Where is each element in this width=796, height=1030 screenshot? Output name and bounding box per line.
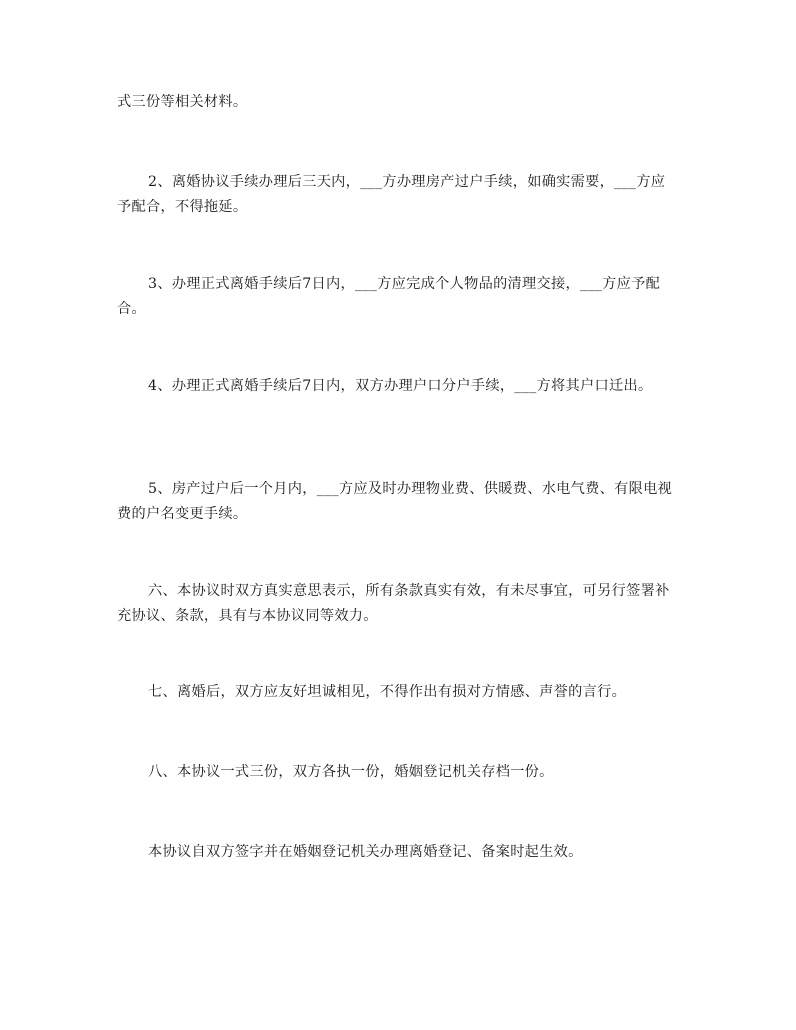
paragraph-effective-clause: 本协议自双方签字并在婚姻登记机关办理离婚登记、备案时起生效。 — [148, 844, 583, 860]
paragraph-clause-5: 5、房产过户后一个月内，___方应及时办理物业费、供暖费、水电气费、有限电视费的户名变更手续。 — [117, 481, 673, 522]
paragraph-clause-2: 2、离婚协议手续办理后三天内，___方办理房产过户手续，如确实需要，___方应予配合，不得拖延。 — [117, 174, 666, 215]
paragraph-clause-4: 4、办理正式离婚手续后7日内，双方办理户口分户手续，___方将其户口迁出。 — [148, 378, 653, 394]
paragraph-clause-3: 3、办理正式离婚手续后7日内，___方应完成个人物品的清理交接，___方应予配合。 — [117, 276, 661, 317]
paragraph-article-8: 八、本协议一式三份，双方各执一份，婚姻登记机关存档一份。 — [148, 764, 554, 780]
paragraph-continuation: 式三份等相关材料。 — [117, 94, 248, 110]
paragraph-article-6: 六、本协议时双方真实意思表示，所有条款真实有效，有未尽事宜，可另行签署补充协议、条款，具有与本协议同等效力。 — [117, 583, 670, 624]
paragraph-article-7: 七、离婚后，双方应友好坦诚相见，不得作出有损对方情感、声誉的言行。 — [148, 684, 627, 700]
